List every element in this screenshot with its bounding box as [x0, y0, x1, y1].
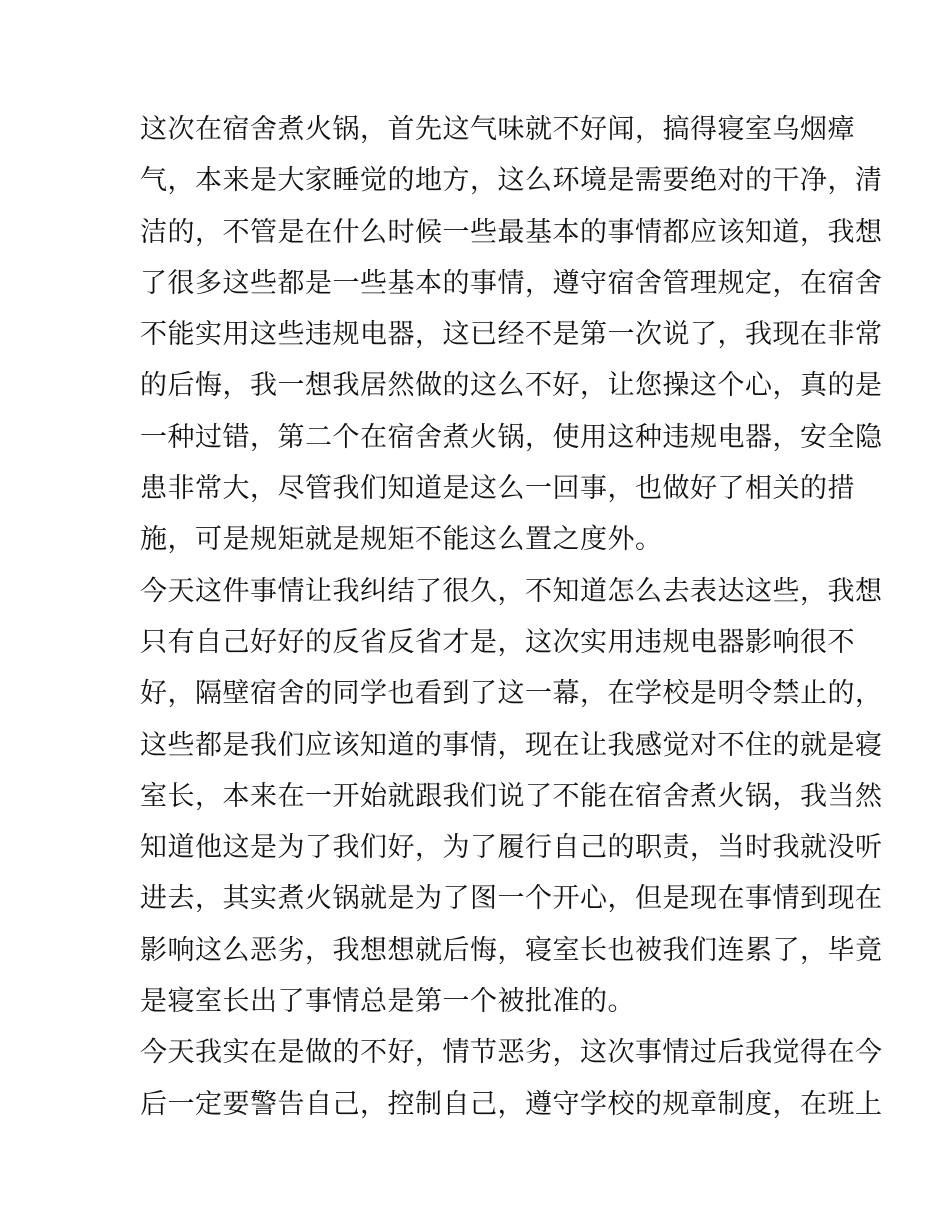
text-line: 气，本来是大家睡觉的地方，这么环境是需要绝对的干净，清: [140, 165, 883, 197]
text-line: 影响这么恶劣，我想想就后悔，寝室长也被我们连累了，毕竟: [140, 934, 883, 966]
text-line: 这些都是我们应该知道的事情，现在让我感觉对不住的就是寝: [140, 729, 883, 761]
text-line: 这次在宿舍煮火锅，首先这气味就不好闻，搞得寝室乌烟瘴: [140, 114, 855, 145]
text-line: 后一定要警告自己，控制自己，遵守学校的规章制度，在班上: [140, 1088, 883, 1120]
text-line: 进去，其实煮火锅就是为了图一个开心，但是现在事情到现在: [140, 883, 883, 915]
text-line: 一种过错，第二个在宿舍煮火锅，使用这种违规电器，安全隐: [140, 421, 883, 453]
text-line: 只有自己好好的反省反省才是，这次实用违规电器影响很不: [140, 626, 855, 658]
text-line: 室长，本来在一开始就跟我们说了不能在宿舍煮火锅，我当然: [140, 780, 883, 812]
text-line: 知道他这是为了我们好，为了履行自己的职责，当时我就没听: [140, 832, 883, 864]
text-line: 好，隔壁宿舍的同学也看到了这一幕，在学校是明令禁止的，: [140, 678, 883, 710]
text-line: 不能实用这些违规电器，这已经不是第一次说了，我现在非常: [140, 319, 883, 351]
text-line: 施，可是规矩就是规矩不能这么置之度外。: [140, 524, 663, 556]
text-line: 的后悔，我一想我居然做的这么不好，让您操这个心，真的是: [140, 370, 883, 402]
document-body: [140, 104, 883, 1130]
text-line: 是寝室长出了事情总是第一个被批准的。: [140, 986, 635, 1018]
text-line: 洁的，不管是在什么时候一些最基本的事情都应该知道，我想: [140, 216, 883, 248]
text-line: 了很多这些都是一些基本的事情，遵守宿舍管理规定，在宿舍: [140, 267, 883, 299]
text-line: 今天我实在是做的不好，情节恶劣，这次事情过后我觉得在今: [140, 1037, 883, 1069]
text-line: 患非常大，尽管我们知道是这么一回事，也做好了相关的措: [140, 473, 855, 505]
text-line: 今天这件事情让我纠结了很久，不知道怎么去表达这些，我想: [140, 575, 883, 607]
